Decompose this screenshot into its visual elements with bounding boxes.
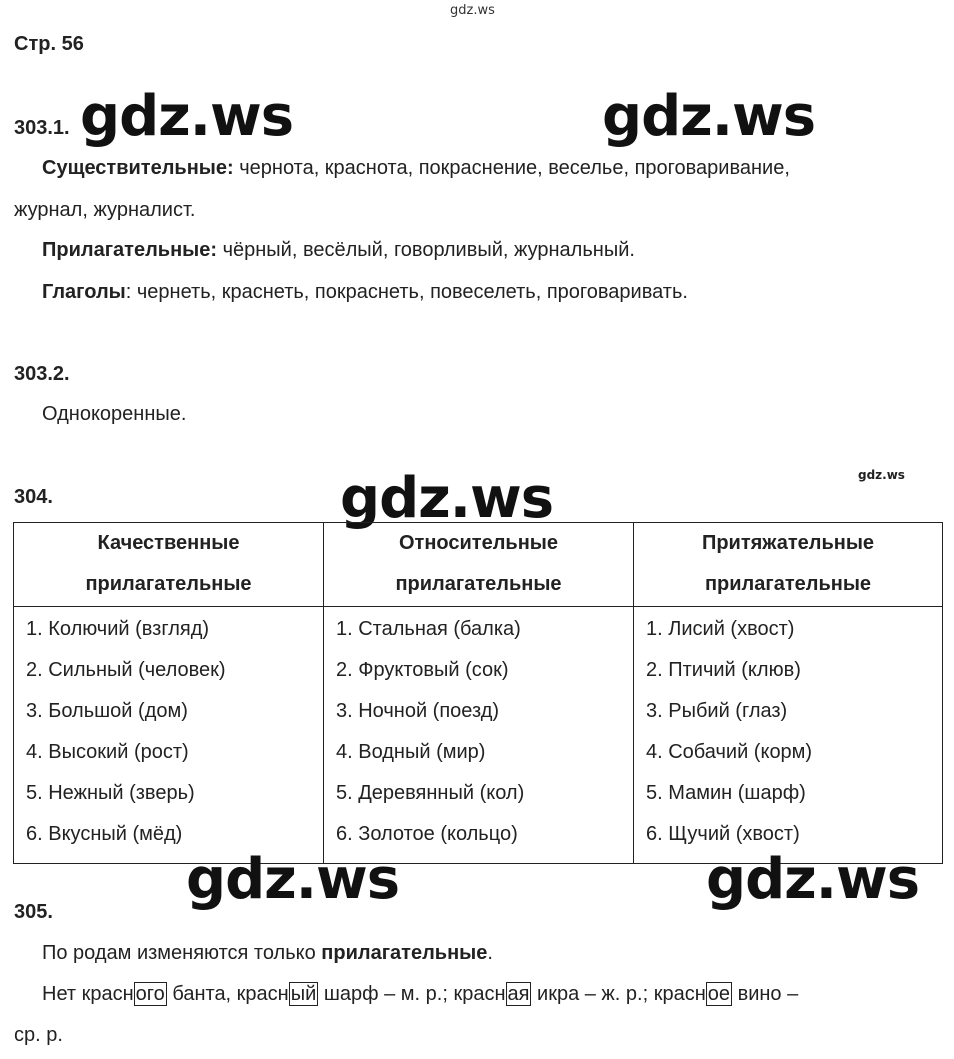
- list-item: 2. Фруктовый (сок): [336, 659, 509, 681]
- list-item: 4. Собачий (корм): [646, 741, 813, 763]
- list-item: 3. Ночной (поезд): [336, 700, 500, 722]
- list-item: 4. Водный (мир): [336, 741, 486, 763]
- line-text: шарф – м. р.; красн: [318, 983, 506, 1005]
- exercise-number-303-1: 303.1.: [14, 117, 70, 139]
- answer-305-line-2: [42, 983, 798, 1006]
- header-line: прилагательные: [704, 573, 872, 595]
- ending-box: ая: [507, 983, 530, 1005]
- nouns-line-2: журнал, журналист.: [14, 199, 196, 221]
- header-qualitative: [14, 523, 324, 607]
- answer-305-line-3: ср. р.: [14, 1024, 63, 1046]
- watermark-5: gdz.ws: [706, 847, 920, 912]
- verbs-label: Глаголы: [42, 281, 126, 303]
- list-item: 2. Птичий (клюв): [646, 659, 801, 681]
- table-header-row: [14, 523, 943, 607]
- line-text: вино –: [732, 983, 799, 1005]
- line-text: По родам изменяются только: [42, 942, 322, 964]
- list-item: 1. Лисий (хвост): [646, 618, 795, 640]
- line-text: банта, красн: [166, 983, 289, 1005]
- watermark-4: gdz.ws: [186, 847, 400, 912]
- nouns-text-1: чернота, краснота, покраснение, веселье, проговаривание,: [239, 157, 790, 179]
- adjectives-text: чёрный, весёлый, говорливый, журнальный.: [222, 239, 635, 261]
- list-item: 5. Деревянный (кол): [336, 782, 525, 804]
- list-item: 5. Нежный (зверь): [26, 782, 195, 804]
- list-item: 1. Колючий (взгляд): [26, 618, 210, 640]
- bold-term: прилагательные: [321, 942, 488, 964]
- list-item: 3. Рыбий (глаз): [646, 700, 788, 722]
- list-item: 6. Щучий (хвост): [646, 823, 800, 845]
- header-line: прилагательные: [85, 573, 252, 595]
- ending-box: ое: [707, 983, 731, 1005]
- verbs-text: : чернеть, краснеть, покраснеть, повеселеть, проговаривать.: [125, 281, 688, 303]
- header-possessive: [634, 523, 943, 607]
- header-relative: [324, 523, 634, 607]
- adjectives-table: [13, 522, 943, 864]
- list-item: 3. Большой (дом): [26, 700, 188, 722]
- ending-box: ого: [135, 983, 165, 1005]
- list-item: 6. Золотое (кольцо): [336, 823, 518, 845]
- adjectives-line: [42, 239, 635, 262]
- list-item: 4. Высокий (рост): [26, 741, 189, 763]
- header-line: Притяжательные: [701, 532, 875, 554]
- watermark-top: gdz.ws: [450, 3, 495, 18]
- header-line: прилагательные: [395, 573, 562, 595]
- line-text: .: [487, 942, 493, 964]
- column-possessive: [634, 607, 943, 864]
- line-text: Нет красн: [42, 983, 134, 1005]
- exercise-number-303-2: 303.2.: [14, 363, 70, 385]
- exercise-number-304: 304.: [14, 486, 53, 508]
- line-text: икра – ж. р.; красн: [531, 983, 706, 1005]
- watermark-2: gdz.ws: [602, 84, 816, 149]
- list-item: 2. Сильный (человек): [26, 659, 226, 681]
- list-item: 5. Мамин (шарф): [646, 782, 806, 804]
- list-item: 1. Стальная (балка): [336, 618, 521, 640]
- ending-box: ый: [290, 983, 317, 1005]
- column-relative: [324, 607, 634, 864]
- table-row: [14, 607, 943, 864]
- list-item: 6. Вкусный (мёд): [26, 823, 183, 845]
- header-line: Качественные: [97, 532, 240, 554]
- adjectives-label: Прилагательные:: [42, 239, 218, 261]
- watermark-small: gdz.ws: [858, 468, 905, 482]
- exercise-number-305: 305.: [14, 901, 53, 923]
- verbs-line: [42, 281, 688, 304]
- watermark-1: gdz.ws: [80, 84, 294, 149]
- answer-305-line-1: [42, 942, 493, 965]
- watermark-3: gdz.ws: [340, 466, 554, 531]
- page-title: Стр. 56: [14, 33, 84, 55]
- column-qualitative: [14, 607, 324, 864]
- nouns-label: Существительные:: [42, 157, 234, 179]
- header-line: Относительные: [398, 532, 558, 554]
- answer-303-2: Однокоренные.: [42, 403, 187, 425]
- nouns-line-1: [42, 157, 790, 180]
